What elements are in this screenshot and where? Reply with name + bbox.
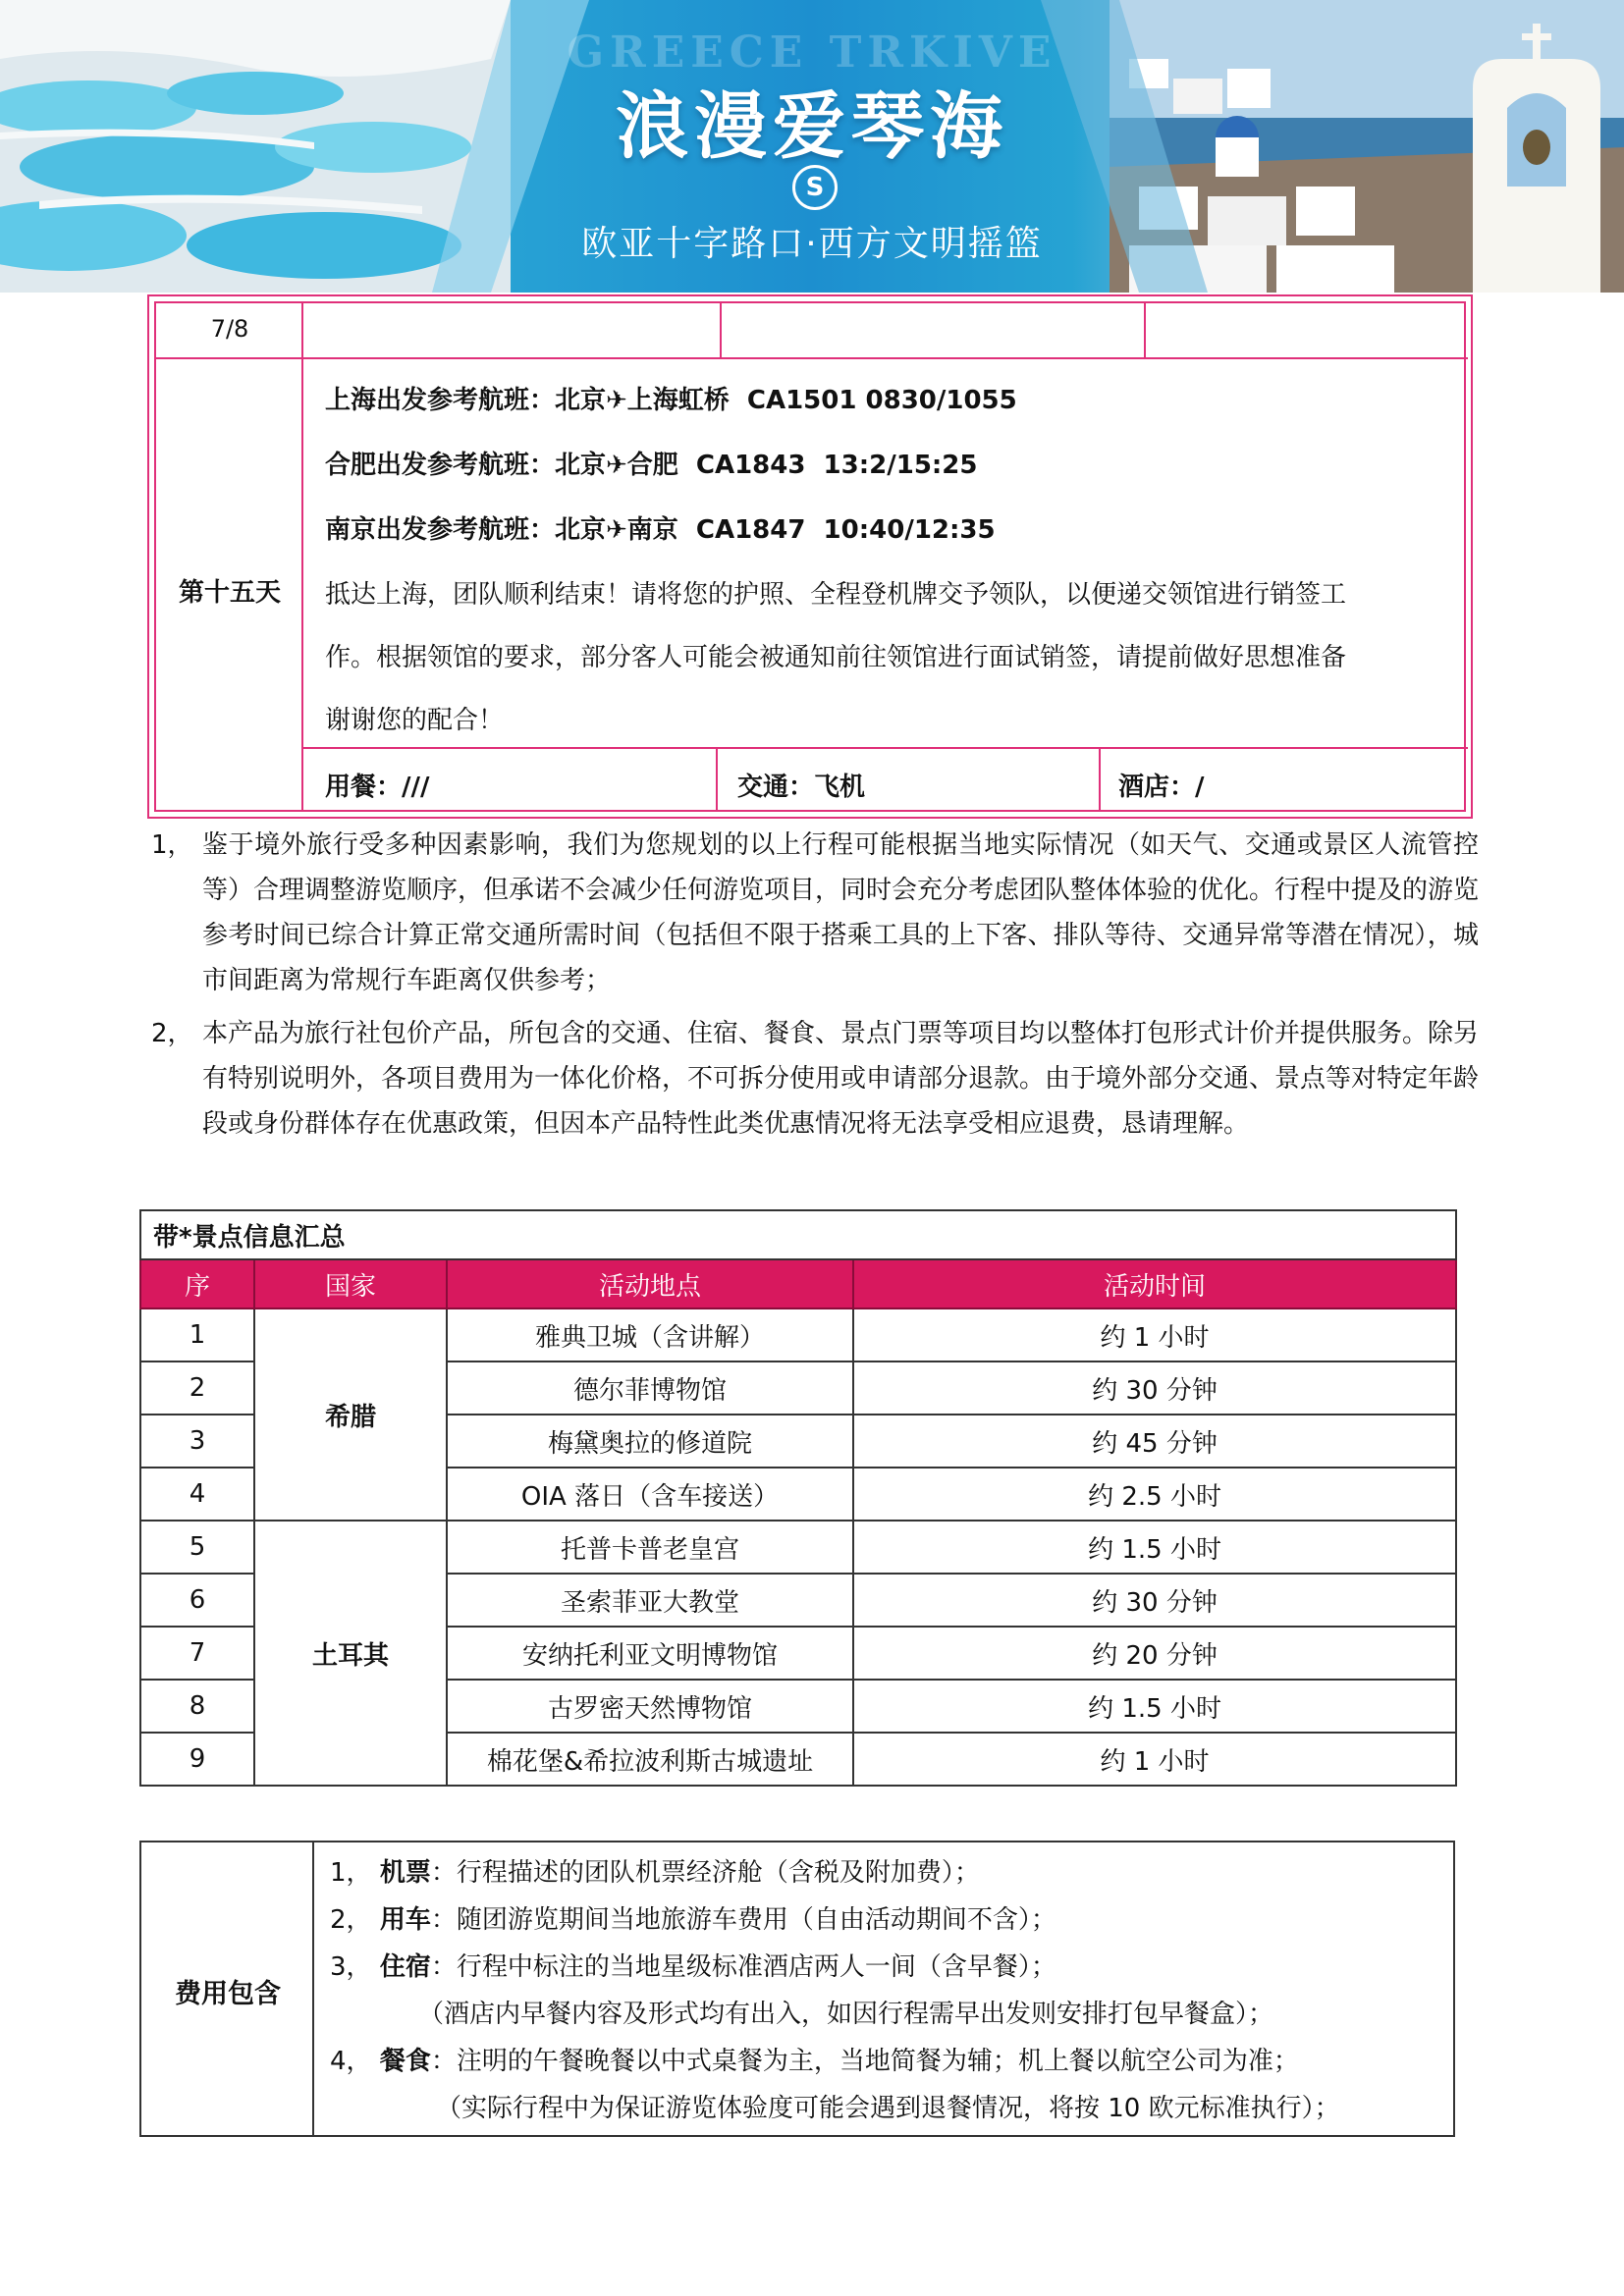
time-cell: 约 2.5 小时 — [853, 1468, 1456, 1521]
day-description-line: 作。根据领馆的要求，部分客人可能会被通知前往领馆进行面试销签，请提前做好思想准备 — [325, 643, 1347, 672]
time-cell: 约 1 小时 — [853, 1733, 1456, 1786]
country-cell: 土耳其 — [254, 1521, 447, 1786]
time-cell: 约 1 小时 — [853, 1308, 1456, 1362]
row-number: 9 — [140, 1733, 254, 1786]
row-number: 2 — [140, 1362, 254, 1415]
row-number: 5 — [140, 1521, 254, 1574]
place-cell: 梅黛奥拉的修道院 — [447, 1415, 853, 1468]
note-item — [147, 823, 1483, 1003]
time-cell: 约 30 分钟 — [853, 1362, 1456, 1415]
banner-background-word: GREECE TRKIVE — [567, 27, 1057, 78]
cost-item-number: 3， — [330, 1952, 372, 1982]
attractions-table — [139, 1209, 1457, 1787]
cost-item-text: （实际行程中为保证游览体验度可能会遇到退餐情况，将按 10 欧元标准执行）； — [436, 2094, 1340, 2123]
row-number: 1 — [140, 1308, 254, 1362]
note-number: 2， — [151, 1019, 193, 1048]
time-cell: 约 30 分钟 — [853, 1574, 1456, 1627]
cost-item-key: 机票 — [379, 1858, 431, 1888]
place-cell: 古罗密天然博物馆 — [447, 1680, 853, 1733]
place-cell: 德尔菲博物馆 — [447, 1362, 853, 1415]
row-number: 4 — [140, 1468, 254, 1521]
flight-hefei: 合肥出发参考航班：北京✈合肥 CA1843 13:2/15:25 — [325, 451, 978, 480]
cost-item-number: 1， — [330, 1858, 372, 1888]
place-cell: 雅典卫城（含讲解） — [447, 1308, 853, 1362]
time-cell: 约 1.5 小时 — [853, 1680, 1456, 1733]
cost-item-note — [436, 2088, 1340, 2124]
header-banner — [0, 0, 1624, 293]
cost-item — [330, 2041, 1299, 2077]
cost-item-key: 住宿 — [379, 1952, 431, 1982]
row-number: 3 — [140, 1415, 254, 1468]
cost-item-key: 用车 — [379, 1905, 431, 1935]
place-cell: OIA 落日（含车接送） — [447, 1468, 853, 1521]
place-cell: 棉花堡&希拉波利斯古城遗址 — [447, 1733, 853, 1786]
country-cell: 希腊 — [254, 1308, 447, 1521]
brand-logo-icon: S — [792, 165, 838, 210]
cost-item-text: （酒店内早餐内容及形式均有出入，如因行程需早出发则安排打包早餐盒）； — [418, 2000, 1274, 2029]
cost-label: 费用包含 — [175, 1979, 281, 2009]
flight-nanjing: 南京出发参考航班：北京✈南京 CA1847 10:40/12:35 — [325, 515, 996, 545]
day-label: 第十五天 — [178, 578, 281, 608]
cost-item-key: 餐食 — [379, 2047, 431, 2076]
attractions-caption: 带*景点信息汇总 — [140, 1210, 1456, 1259]
cost-item — [330, 1852, 980, 1889]
time-cell: 约 45 分钟 — [853, 1415, 1456, 1468]
time-cell: 约 1.5 小时 — [853, 1521, 1456, 1574]
note-text: 本产品为旅行社包价产品，所包含的交通、住宿、餐食、景点门票等项目均以整体打包形式计价并提供服务。除另有特别说明外，各项目费用为一体化价格，不可拆分使用或申请部分退款。由于境外部分交通、景点等对特定年龄段或身份群体存在优惠政策，但因本产品特性此类优惠情况将无法享受相应退费，恳请理解。 — [202, 1019, 1480, 1139]
cost-item-text: ：行程描述的团队机票经济舱（含税及附加费）； — [430, 1858, 980, 1888]
cost-item — [330, 1947, 1056, 1983]
cost-item-text: ：行程中标注的当地星级标准酒店两人一间（含早餐）； — [430, 1952, 1056, 1982]
itinerary-day-inner — [154, 301, 1466, 812]
column-header-place: 活动地点 — [447, 1259, 853, 1308]
note-text: 鉴于境外旅行受多种因素影响，我们为您规划的以上行程可能根据当地实际情况（如天气、交通或景区人流管控等）合理调整游览顺序，但承诺不会减少任何游览项目，同时会充分考虑团队整体体验的优化。行程中提及的游览参考时间已综合计算正常交通所需时间（包括但不限于搭乘工具的上下客、排队等待、交通异常等潜在情况），城市间距离为常规行车距离仅供参考； — [202, 830, 1480, 995]
column-header-number: 序 — [140, 1259, 254, 1308]
place-cell: 圣索菲亚大教堂 — [447, 1574, 853, 1627]
cost-item-note — [418, 1994, 1273, 2030]
previous-day-number: 7/8 — [210, 315, 249, 343]
meals-info: 用餐：/// — [325, 773, 430, 802]
cost-included-table — [139, 1841, 1455, 2137]
row-number: 8 — [140, 1680, 254, 1733]
flight-shanghai: 上海出发参考航班：北京✈上海虹桥 CA1501 0830/1055 — [325, 386, 1017, 415]
cost-label-cell — [141, 1842, 314, 2135]
cost-item-text: ：随团游览期间当地旅游车费用（自由活动期间不含）； — [430, 1905, 1056, 1935]
day-description-line: 抵达上海，团队顺利结束！请将您的护照、全程登机牌交予领队，以便递交领馆进行销签工 — [325, 580, 1347, 610]
itinerary-day-table — [147, 294, 1473, 819]
cost-item-text: ：注明的午餐晚餐以中式桌餐为主，当地简餐为辅；机上餐以航空公司为准； — [430, 2047, 1299, 2076]
cost-item — [330, 1899, 1056, 1936]
table-row — [140, 1308, 1456, 1362]
transport-info: 交通：飞机 — [737, 773, 866, 802]
table-row — [140, 1521, 1456, 1574]
place-cell: 托普卡普老皇宫 — [447, 1521, 853, 1574]
place-cell: 安纳托利亚文明博物馆 — [447, 1627, 853, 1680]
banner-subtitle: 欧亚十字路口·西方文明摇篮 — [581, 224, 1043, 264]
time-cell: 约 20 分钟 — [853, 1627, 1456, 1680]
cost-item-number: 4， — [330, 2047, 372, 2076]
note-number: 1， — [151, 830, 193, 860]
day-description-line: 谢谢您的配合！ — [325, 706, 505, 735]
hotel-info: 酒店：/ — [1118, 773, 1205, 802]
cost-item-number: 2， — [330, 1905, 372, 1935]
banner-title: 浪漫爱琴海 — [616, 84, 1008, 169]
note-item — [147, 1011, 1483, 1198]
column-header-time: 活动时间 — [853, 1259, 1456, 1308]
row-number: 7 — [140, 1627, 254, 1680]
column-header-country: 国家 — [254, 1259, 447, 1308]
row-number: 6 — [140, 1574, 254, 1627]
